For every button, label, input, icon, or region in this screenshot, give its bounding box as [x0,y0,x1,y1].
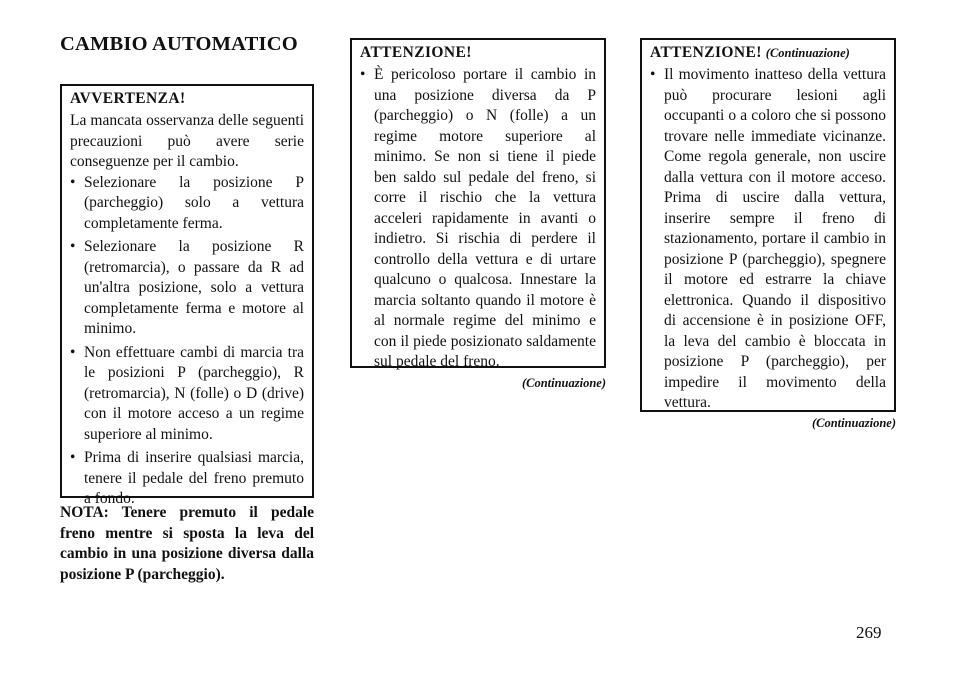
warning-item-text: Selezionare la posizione P (parcheggio) solo a vettura completamente ferma. [84,173,304,232]
caution-item [360,65,596,373]
bullet-icon: • [70,238,76,255]
note-paragraph: NOTA: Tenere premuto il pedale freno mentre si sposta la leva del cambio in una posizione diversa dalla posizione P (parcheggio). [60,504,314,583]
caution-box-continued [640,38,896,412]
warning-box [60,84,314,507]
warning-heading: AVVERTENZA! [70,90,186,107]
bullet-icon: • [650,66,656,83]
caution-list [360,65,596,373]
warning-item [70,343,304,446]
warning-item-text: Non effettuare cambi di marcia tra le posizioni P (parcheggio), R (retromarcia), N (folle) o D (drive) con il motore acceso a un regime superiore al minimo. [84,343,304,443]
bullet-icon: • [70,173,76,191]
caution-item [650,65,886,414]
heading-continuation: (Continuazione) [765,46,850,60]
bullet-icon: • [70,343,76,361]
caution-item-text: Il movimento inatteso della vettura può procurare lesioni agli occupanti o a coloro che si possono trovare nelle immediate vicinanze. Come regola generale, non uscire dalla vettura con il motore acceso. Prima di uscire dalla vettura, inserire sempre il freno di stazionamento, portare il cambio in posizione P (parcheggio), spegnere il motore ed estrarre la chiave elettronica. Quando il dispositivo di accensione è in posizione OFF, la leva del cambio è bloccata in posizione P (parcheggio), per impedire il movimento della vettura. [664,66,886,411]
warning-item [70,237,304,340]
caution-heading [650,44,886,62]
caution-list [650,65,886,414]
continuation-label: (Continuazione) [811,416,896,430]
bullet-icon: • [360,66,366,83]
continuation-label: (Continuazione) [521,376,606,390]
page-number: 269 [856,623,882,642]
bullet-icon: • [70,449,76,466]
warning-intro: La mancata osservanza delle seguenti precauzioni può avere serie conseguenze per il cambio. [70,112,304,170]
caution-box [350,38,606,368]
warning-item-text: Selezionare la posizione R (retromarcia), o passare da R ad un'altra posizione, solo a vettura completamente ferma e motore al minimo. [84,238,304,337]
caution-item-text: È pericoloso portare il cambio in una posizione diversa da P (parcheggio) o N (folle) a un regime motore superiore al minimo. Se non si tiene il piede ben saldo sul pedale del freno, si corre il rischio che la vettura acceleri rapidamente in avanti o indietro. Si rischia di perdere il controllo della vettura e di urtare qualcuno o qualcosa. Innestare la marcia soltanto quando il motore è al normale regime del minimo e con il piede posizionato saldamente sul pedale del freno. [374,66,596,370]
caution-heading: ATTENZIONE! [360,44,472,61]
warning-item [70,448,304,510]
section-title: CAMBIO AUTOMATICO [60,33,298,55]
warning-list [70,173,304,510]
caution-heading-text: ATTENZIONE! [650,44,762,61]
warning-item-text: Prima di inserire qualsiasi marcia, tenere il pedale del freno premuto a fondo. [84,449,304,507]
warning-item [70,173,304,235]
